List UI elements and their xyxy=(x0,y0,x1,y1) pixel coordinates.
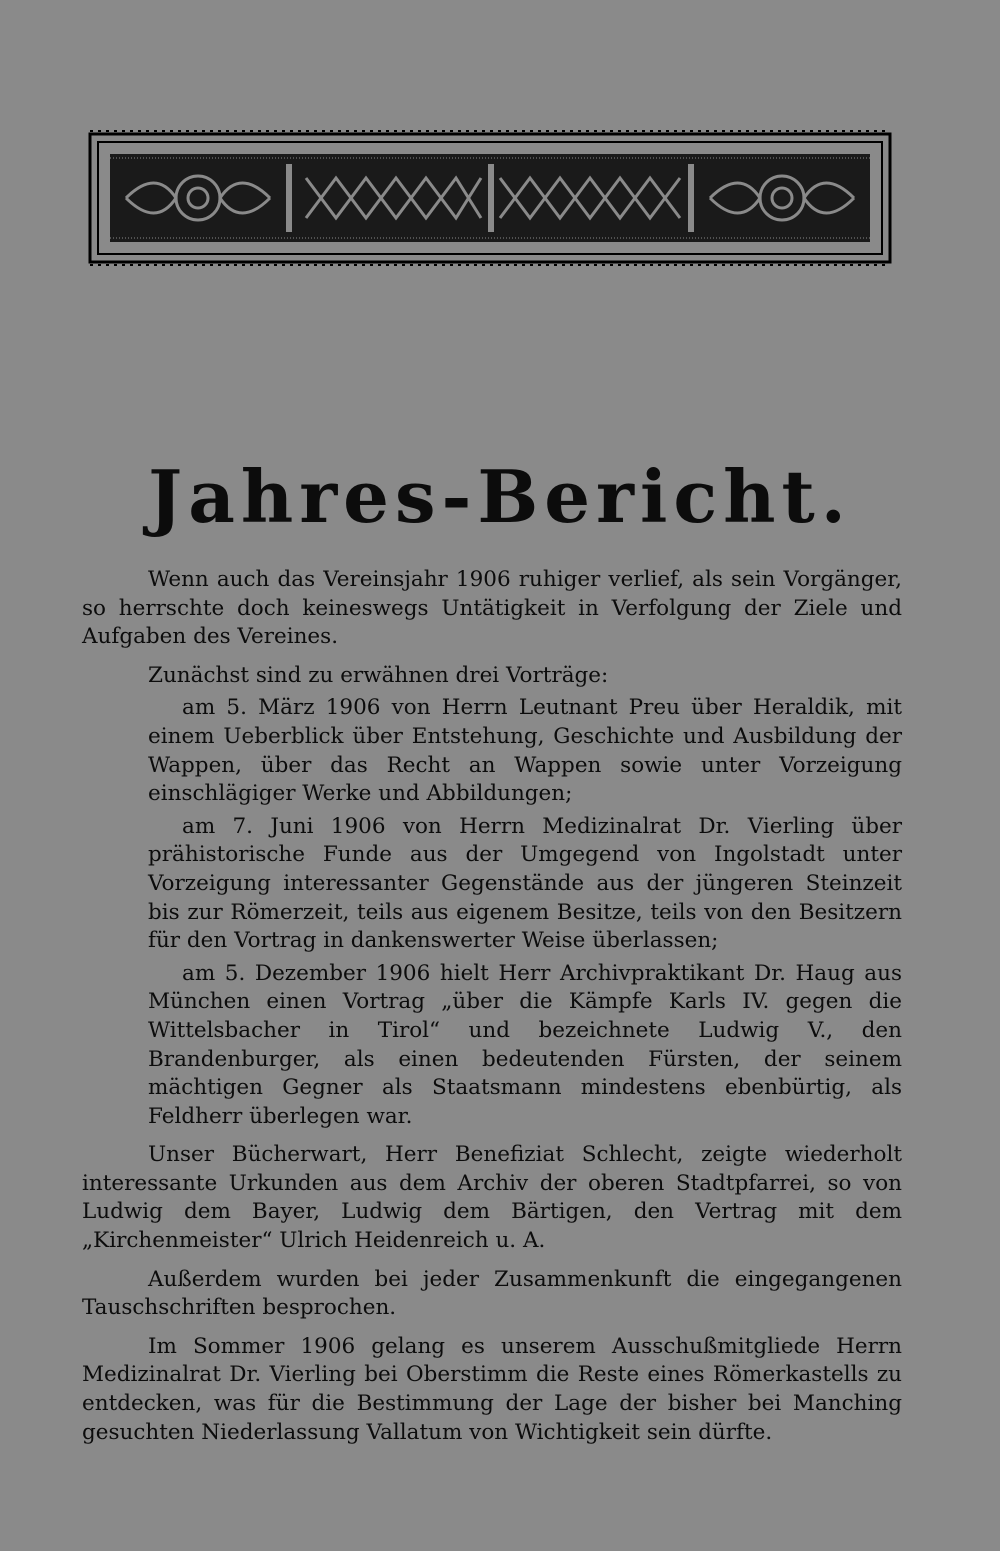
lecture-item: am 5. März 1906 von Herrn Leutnant Preu über Heraldik, mit einem Ueberblick über Entstehung, Geschichte und Ausbildung der Wappen, über das Recht an Wappen sowie unter Vorzeigung einschlägiger Werke und Abbildungen; xyxy=(148,695,902,807)
lecture-item: am 5. Dezember 1906 hielt Herr Archivpraktikant Dr. Haug aus München einen Vortrag „über die Kämpfe Karls IV. gegen die Wittelsbacher in Tirol“ und bezeichnete Ludwig V., den Brandenburger, als einen bedeutenden Fürsten, der seinem mächtigen Gegner als Staatsmann mindestens ebenbürtig, als Feldherr überlegen war. xyxy=(148,960,902,1129)
page-title: Jahres-Bericht. xyxy=(148,454,852,539)
paragraph: Im Sommer 1906 gelang es unserem Ausschußmitgliede Herrn Medizinalrat Dr. Vierling bei Oberstimm die Reste eines Römerkastells zu entdecken, was für die Bestimmung der Lage der bisher bei Manching gesuchten Niederlassung Vallatum von Wichtigkeit sein dürfte. xyxy=(82,1333,902,1445)
paragraph: Außerdem wurden bei jeder Zusammenkunft die eingegangenen Tauschschriften besprochen. xyxy=(82,1266,902,1321)
paragraph: Wenn auch das Vereinsjahr 1906 ruhiger verlief, als sein Vorgänger, so herrschte doch keineswegs Untätigkeit in Verfolgung der Ziele und Aufgaben des Vereines. xyxy=(82,567,902,650)
paragraph: Unser Bücherwart, Herr Benefiziat Schlecht, zeigte wiederholt interessante Urkunden aus dem Archiv der oberen Stadtpfarrei, so von Ludwig dem Bayer, Ludwig dem Bärtigen, den Vertrag mit dem „Kirchenmeister“ Ulrich Heidenreich u. A. xyxy=(82,1142,902,1254)
decorative-header-ornament xyxy=(86,128,894,268)
paragraph: Zunächst sind zu erwähnen drei Vorträge: xyxy=(148,662,609,688)
report-body xyxy=(82,566,902,1457)
lecture-item: am 7. Juni 1906 von Herrn Medizinalrat Dr. Vierling über prähistorische Funde aus der Umgegend von Ingolstadt unter Vorzeigung interessanter Gegenstände aus der jüngeren Steinzeit bis zur Römerzeit, teils aus eigenem Besitze, teils von den Besitzern für den Vortrag in dankenswerter Weise überlassen; xyxy=(148,813,902,954)
